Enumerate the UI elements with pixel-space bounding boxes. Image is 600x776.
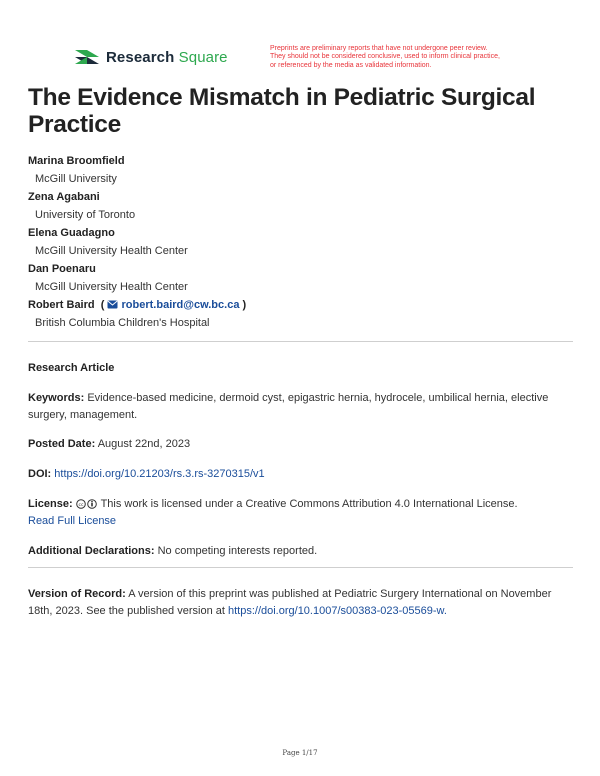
paper-title: The Evidence Mismatch in Pediatric Surgical Practice bbox=[28, 84, 536, 138]
doi-label: DOI: bbox=[28, 468, 52, 480]
creative-commons-icon bbox=[76, 499, 98, 509]
declarations-value: No competing interests reported. bbox=[157, 545, 318, 557]
keywords-value: Evidence-based medicine, dermoid cyst, epigastric hernia, hydrocele, umbilical hernia, elective surgery, management. bbox=[28, 392, 549, 421]
preprint-notice bbox=[270, 45, 570, 70]
notice-line: or referenced by the media as validated information. bbox=[270, 61, 432, 69]
author-affiliation: McGill University Health Center bbox=[35, 245, 188, 257]
svg-text:cc: cc bbox=[78, 503, 84, 508]
author-name: Marina Broomfield bbox=[28, 155, 125, 167]
record-text: A version of this preprint was published at Pediatric Surgery International on November 18th, 2023. See the published version at bbox=[28, 588, 552, 617]
author-list bbox=[28, 152, 568, 332]
author-entry bbox=[28, 188, 568, 224]
license-text: This work is licensed under a Creative Commons Attribution 4.0 International License. bbox=[100, 498, 518, 510]
article-type: Research Article bbox=[28, 362, 115, 374]
notice-line: They should not be considered conclusive, used to inform clinical practice, bbox=[270, 53, 500, 61]
research-square-logo[interactable] bbox=[74, 47, 228, 67]
author-email: robert.baird@cw.bc.ca bbox=[121, 299, 240, 311]
author-entry bbox=[28, 224, 568, 260]
author-affiliation: McGill University Health Center bbox=[35, 281, 188, 293]
author-entry bbox=[28, 260, 568, 296]
keywords-label: Keywords: bbox=[28, 392, 85, 404]
keywords bbox=[28, 390, 573, 424]
posted-date bbox=[28, 436, 573, 453]
doi bbox=[28, 466, 573, 483]
doi-link[interactable]: https://doi.org/10.21203/rs.3.rs-3270315/v1 bbox=[54, 468, 265, 480]
section-divider bbox=[28, 567, 573, 568]
research-square-icon bbox=[74, 47, 100, 67]
license-label: License: bbox=[28, 498, 73, 510]
corresponding-author: Robert Baird ( robert.baird@cw.bc.ca ) bbox=[28, 299, 247, 311]
version-of-record bbox=[28, 586, 573, 620]
author-entry bbox=[28, 152, 568, 188]
published-version-link[interactable]: https://doi.org/10.1007/s00383-023-05569-w. bbox=[227, 605, 447, 617]
author-name: Dan Poenaru bbox=[28, 263, 96, 275]
author-affiliation: McGill University bbox=[35, 173, 117, 185]
author-name: Zena Agabani bbox=[28, 191, 100, 203]
section-divider bbox=[28, 341, 573, 342]
author-name: Robert Baird bbox=[28, 299, 95, 311]
author-name: Elena Guadagno bbox=[28, 227, 115, 239]
author-affiliation: British Columbia Children's Hospital bbox=[35, 317, 210, 329]
license bbox=[28, 496, 573, 530]
notice-line: Preprints are preliminary reports that have not undergone peer review. bbox=[270, 45, 488, 52]
logo-wordmark: Research Square bbox=[106, 48, 228, 66]
additional-declarations bbox=[28, 543, 573, 560]
read-full-license-link[interactable]: Read Full License bbox=[28, 515, 117, 527]
posted-date-label: Posted Date: bbox=[28, 438, 96, 450]
declarations-label: Additional Declarations: bbox=[28, 545, 155, 557]
record-label: Version of Record: bbox=[28, 588, 126, 600]
author-email-link[interactable] bbox=[107, 299, 239, 311]
page-number: Page 1/17 bbox=[282, 749, 318, 757]
posted-date-value: August 22nd, 2023 bbox=[97, 438, 191, 450]
author-entry bbox=[28, 296, 568, 332]
author-affiliation: University of Toronto bbox=[35, 209, 136, 221]
envelope-icon bbox=[107, 300, 118, 309]
